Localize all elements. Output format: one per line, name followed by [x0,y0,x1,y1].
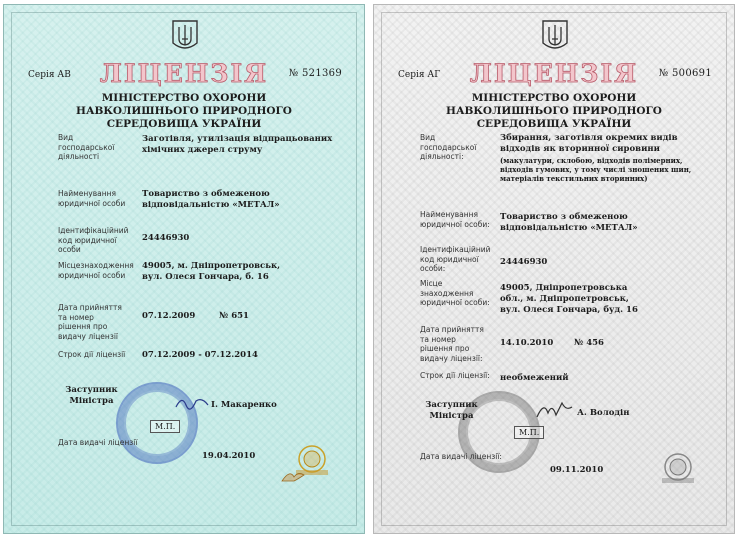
code-value: 24446930 [500,257,548,267]
name-label: Найменування юридичної особи: [420,210,490,229]
code-label: Ідентифікаційний код юридичної особи: [420,245,491,273]
issue-date-label: Дата видачі ліцензії [58,438,138,447]
decision-label: Дата прийняття та номер рішення про видачу ліцензії: [420,325,484,363]
term-value: необмежений [500,373,569,383]
license-title: ЛІЦЕНЗІЯ [99,59,269,88]
activity-label: Вид господарської діяльності: [420,133,477,161]
address-value: 49005, Дніпропетровська обл., м. Дніпропетровськ, вул. Олеся Гончара, буд. 16 [500,283,638,315]
signer-name: А. Володін [577,408,630,418]
ministry-name: МІНІСТЕРСТВО ОХОРОНИ НАВКОЛИШНЬОГО ПРИРОДНОГО СЕРЕДОВИЩА УКРАЇНИ [76,92,292,130]
address-label: Місцезнаходження юридичної особи [58,261,134,280]
license-document-left [3,4,365,534]
trident-emblem-icon [171,19,199,53]
term-value: 07.12.2009 - 07.12.2014 [142,350,258,360]
trident-emblem-icon [541,19,569,53]
license-document-right [373,4,735,534]
activity-detail: (макулатури, склобою, відходів полімерних, відходів гумових, у тому числі зношених шин, матеріалів текстильних вторинних) [500,156,692,183]
bird-ornament-icon [280,467,306,487]
decision-number: № 456 [574,338,604,348]
decision-number: № 651 [219,311,249,321]
name-value: Товариство з обмеженою відповідальністю «МЕТАЛ» [500,212,638,233]
term-label: Строк дії ліцензії [58,350,126,359]
code-label: Ідентифікаційний код юридичної особи [58,226,129,254]
name-value: Товариство з обмеженою відповідальністю «МЕТАЛ» [142,189,280,210]
activity-value: Збирання, заготівля окремих видів відходів як вторинної сировини [500,133,678,154]
license-number: № 500691 [658,68,712,79]
signer-name: І. Макаренко [211,400,277,410]
series-label: Серія АГ [398,70,441,80]
license-title: ЛІЦЕНЗІЯ [469,59,639,88]
address-value: 49005, м. Дніпропетровськ, вул. Олеся Гончара, б. 16 [142,261,281,282]
code-value: 24446930 [142,233,190,243]
license-number: № 521369 [288,68,342,79]
term-label: Строк дії ліцензії: [420,371,490,380]
decision-date: 14.10.2010 [500,338,554,348]
ministry-name: МІНІСТЕРСТВО ОХОРОНИ НАВКОЛИШНЬОГО ПРИРОДНОГО СЕРЕДОВИЩА УКРАЇНИ [446,92,662,130]
issue-date: 09.11.2010 [550,465,604,475]
activity-value: Заготівля, утилізація відпрацьованих хімічних джерел струму [142,134,333,155]
hologram-emblem-icon [658,451,698,485]
name-label: Найменування юридичної особи [58,189,126,208]
mp-stamp-label: М.П. [514,426,544,439]
signature-icon [174,393,210,413]
issue-date: 19.04.2010 [202,451,256,461]
mp-stamp-label: М.П. [150,420,180,433]
signer-position: Заступник Міністра [425,400,478,421]
series-label: Серія АВ [28,70,71,80]
issue-date-label: Дата видачі ліцензії: [420,452,502,461]
decision-label: Дата прийняття та номер рішення про видачу ліцензії [58,303,122,341]
address-label: Місце знаходження юридичної особи: [420,279,490,307]
decision-date: 07.12.2009 [142,311,196,321]
signer-position: Заступник Міністра [65,385,118,406]
activity-label: Вид господарської діяльності [58,133,115,161]
signature-icon [534,397,574,423]
